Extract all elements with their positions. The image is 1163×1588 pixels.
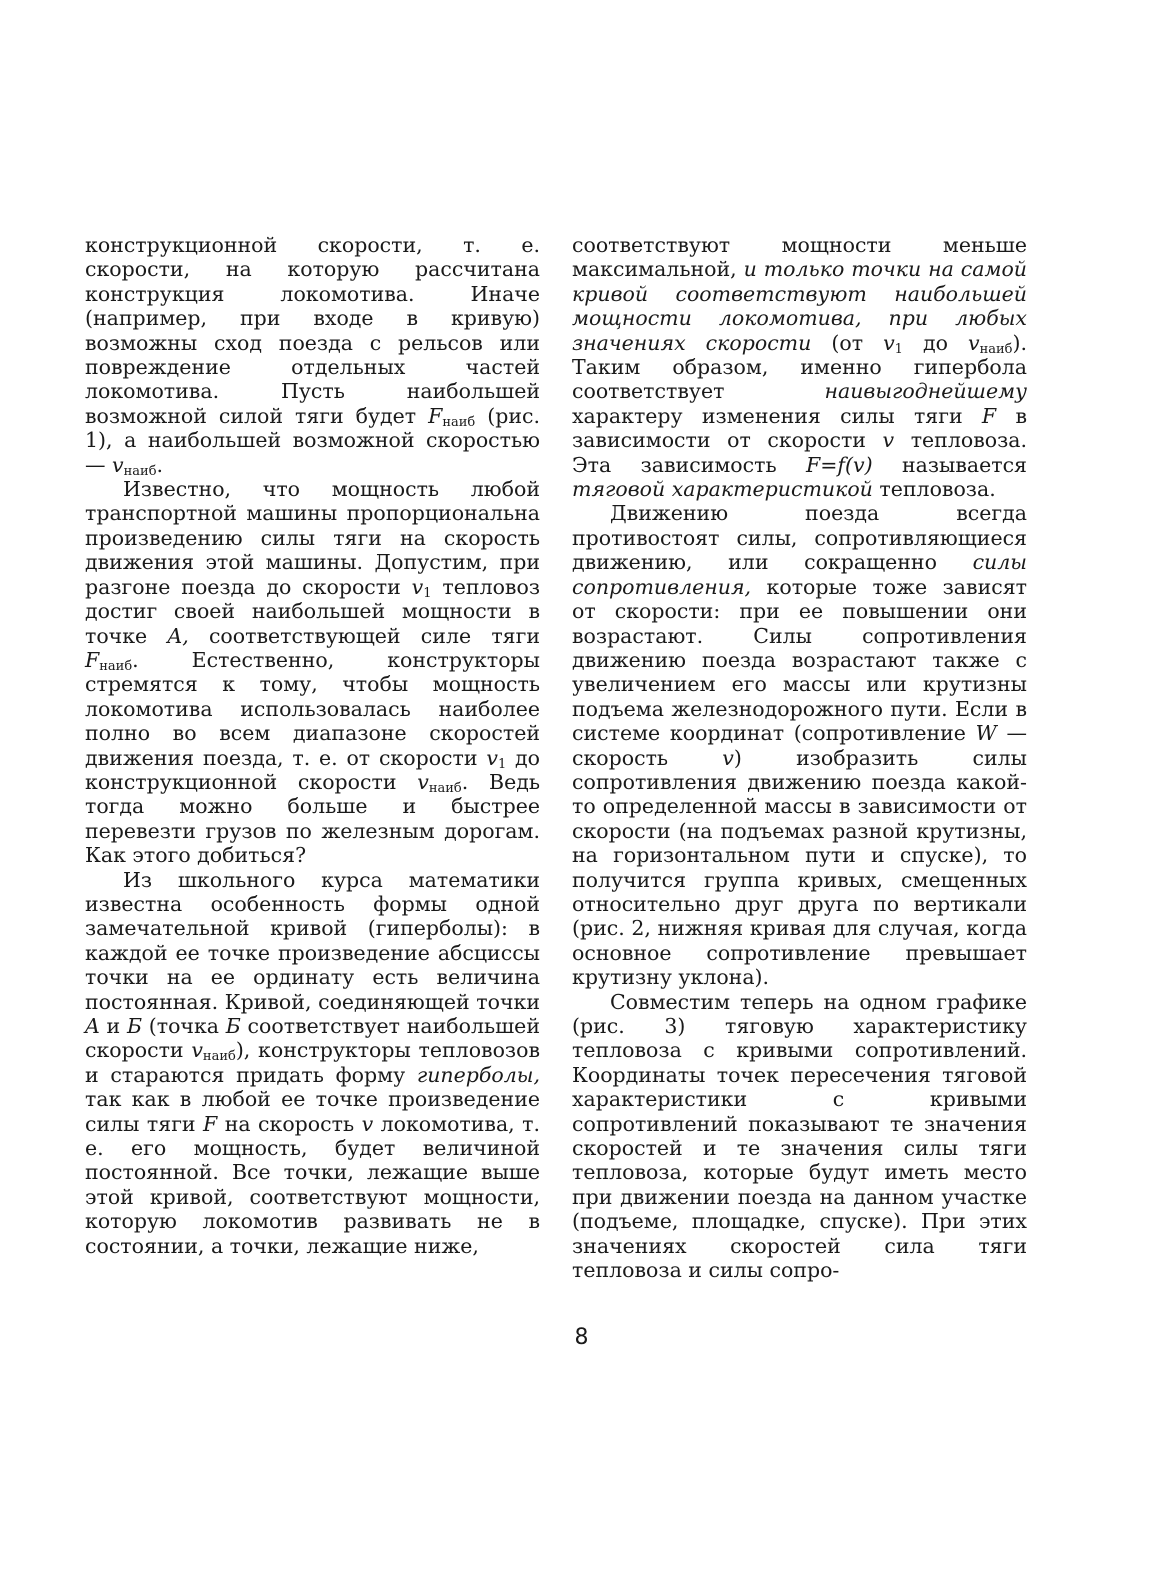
- page-number: 8: [574, 1325, 589, 1350]
- paragraph: Совместим теперь на одном графике (рис. 3) тяговую характеристику тепловоза с кривыми сопротивлений. Координаты точек пересечения тяговой характеристики с кривыми сопротивлений показывают те значения скоростей и те значения силы тяги тепловоза, которые будут иметь место при движении поезда на данном участке (подъеме, площадке, спуске). При этих значениях скоростей сила тяги тепловоза и силы сопро-: [572, 989, 1027, 1283]
- paragraph: соответствуют мощности меньше максимальной, и только точки на самой кривой соответствуют наибольшей мощности локомотива, при любых значениях скорости (от $v_1$ до $v_{наиб}$). Таким образом, именно гипербола соответствует наивыгоднейшему характеру изменения силы тяги F в зависимости от скорости v тепловоза. Эта зависимость F=f(v) называется тяговой характеристикой тепловоза.: [572, 233, 1028, 502]
- paragraph: конструкционной скорости, т. е. скорости, на которую рассчитана конструкция локомотива. Иначе (например, при входе в кривую) возможны сход поезда с рельсов или повреждение отдельных частей локомотива. Пусть наибольшей возможной силой тяги будет $F_{наиб}$ (рис. 1), а наибольшей возможной скоростью — $v_{наиб}$.: [85, 233, 540, 479]
- left-column: [85, 233, 540, 1258]
- paragraph: Известно, что мощность любой транспортной машины пропорциональна произведению силы тяги на скорость движения этой машины. Допустим, при разгоне поезда до скорости $v_1$ тепловоз достиг своей наибольшей мощности в точке A, соответствующей силе тяги $F_{наиб}$. Естественно, конструкторы стремятся к тому, чтобы мощность локомотива использовалась наиболее полно во всем диапазоне скоростей движения поезда, т. е. от скорости $v_1$ до конструкционной скорости $v_{наиб}$. Ведь тогда можно больше и быстрее перевезти грузов по железным дорогам. Как этого добиться?: [85, 477, 540, 868]
- paragraph: Из школьного курса математики известна особенность формы одной замечательной кривой (гиперболы): в каждой ее точке произведение абсциссы точки на ее ординату есть величина постоянная. Кривой, соединяющей точки A и Б (точка Б соответствует наибольшей скорости $v_{наиб}$), конструкторы тепловозов и стараются придать форму гиперболы, так как в любой ее точке произведение силы тяги F на скорость v локомотива, т. е. его мощность, будет величиной постоянной. Все точки, лежащие выше этой кривой, соответствуют мощности, которую локомотив развивать не в состоянии, а точки, лежащие ниже,: [85, 867, 540, 1258]
- right-column: [572, 233, 1027, 1282]
- paragraph: Движению поезда всегда противостоят силы, сопротивляющиеся движению, или сокращенно силы сопротивления, которые тоже зависят от скорости: при ее повышении они возрастают. Силы сопротивления движению поезда возрастают также с увеличением его массы или крутизны подъема железнодорожного пути. Если в системе координат (сопротивление W — скорость v) изобразить силы сопротивления движению поезда какой-то определенной массы в зависимости от скорости (на подъемах разной крутизны, на горизонтальном пути и спуске), то получится группа кривых, смещенных относительно друг друга по вертикали (рис. 2, нижняя кривая для случая, когда основное сопротивление превышает крутизну уклона).: [572, 501, 1027, 990]
